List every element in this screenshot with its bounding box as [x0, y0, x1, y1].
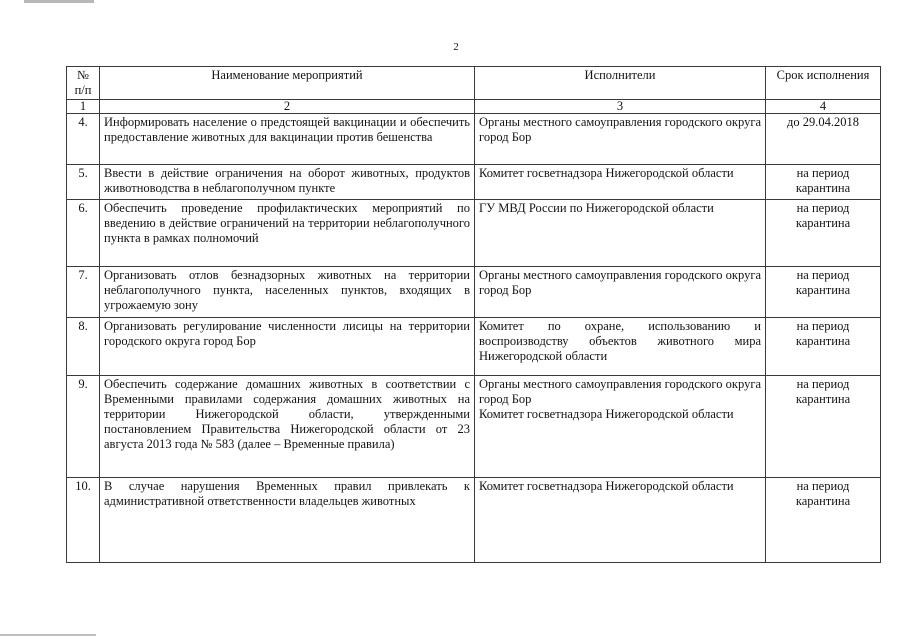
executor: Органы местного самоуправления городского округа город Бор — [479, 268, 761, 297]
header-num: № п/п — [67, 67, 100, 100]
executor: Комитет госветнадзора Нижегородской области — [479, 166, 734, 180]
row-number: 7. — [67, 267, 100, 318]
table-row — [67, 478, 881, 563]
executors-cell — [475, 165, 766, 200]
executors-cell — [475, 200, 766, 267]
measure-name: Информировать население о предстоящей вакцинации и обеспечить предоставление животных для вакцинации против бешенства — [100, 114, 475, 165]
term-cell: на период карантина — [766, 376, 881, 478]
row-number: 9. — [67, 376, 100, 478]
executors-cell — [475, 114, 766, 165]
measures-table — [66, 66, 881, 563]
executor: Комитет госветнадзора Нижегородской области — [479, 479, 734, 493]
term-cell: на период карантина — [766, 165, 881, 200]
measure-name: Организовать регулирование численности лисицы на территории городского округа город Бор — [100, 318, 475, 376]
executors-cell — [475, 318, 766, 376]
scan-edge-mark — [24, 0, 94, 3]
table-row — [67, 376, 881, 478]
row-number: 6. — [67, 200, 100, 267]
table-row — [67, 318, 881, 376]
table-row — [67, 200, 881, 267]
term-cell: на период карантина — [766, 267, 881, 318]
measure-name: В случае нарушения Временных правил привлекать к административной ответственности владельцев животных — [100, 478, 475, 563]
page-number: 2 — [453, 41, 459, 53]
table-row — [67, 114, 881, 165]
measure-name: Организовать отлов безнадзорных животных на территории неблагополучного пункта, населенных пунктов, входящих в угрожаемую зону — [100, 267, 475, 318]
executor: Комитет по охране, использованию и воспроизводству объектов животного мира Нижегородской области — [479, 319, 761, 363]
executor: ГУ МВД России по Нижегородской области — [479, 201, 714, 215]
term-cell: до 29.04.2018 — [766, 114, 881, 165]
header-term: Срок исполнения — [766, 67, 881, 100]
measure-name: Обеспечить содержание домашних животных в соответствии с Временными правилами содержания домашних животных на территории Нижегородской области, утвержденными постановлением Правительства Нижегородской области от 23 августа 2013 года № 583 (далее – Временные правила) — [100, 376, 475, 478]
executors-cell — [475, 267, 766, 318]
column-index: 1 — [67, 100, 100, 114]
row-number: 4. — [67, 114, 100, 165]
executor: Органы местного самоуправления городского округа город Бор — [479, 115, 761, 144]
header-name: Наименование мероприятий — [100, 67, 475, 100]
header-executors: Исполнители — [475, 67, 766, 100]
term-cell: на период карантина — [766, 200, 881, 267]
column-index: 4 — [766, 100, 881, 114]
table-row — [67, 267, 881, 318]
term-cell: на период карантина — [766, 318, 881, 376]
column-index: 3 — [475, 100, 766, 114]
term-cell: на период карантина — [766, 478, 881, 563]
column-index: 2 — [100, 100, 475, 114]
executors-cell — [475, 478, 766, 563]
executor: Комитет госветнадзора Нижегородской области — [479, 407, 734, 421]
measure-name: Обеспечить проведение профилактических мероприятий по введению в действие ограничений на территории неблагополучного пункта в рамках полномочий — [100, 200, 475, 267]
executors-cell — [475, 376, 766, 478]
row-number: 5. — [67, 165, 100, 200]
measure-name: Ввести в действие ограничения на оборот животных, продуктов животноводства в неблагополучном пункте — [100, 165, 475, 200]
table-header-row — [67, 67, 881, 100]
row-number: 10. — [67, 478, 100, 563]
executor: Органы местного самоуправления городского округа город Бор — [479, 377, 761, 406]
table-row — [67, 165, 881, 200]
scan-edge-mark — [0, 634, 96, 636]
row-number: 8. — [67, 318, 100, 376]
column-index-row — [67, 100, 881, 114]
